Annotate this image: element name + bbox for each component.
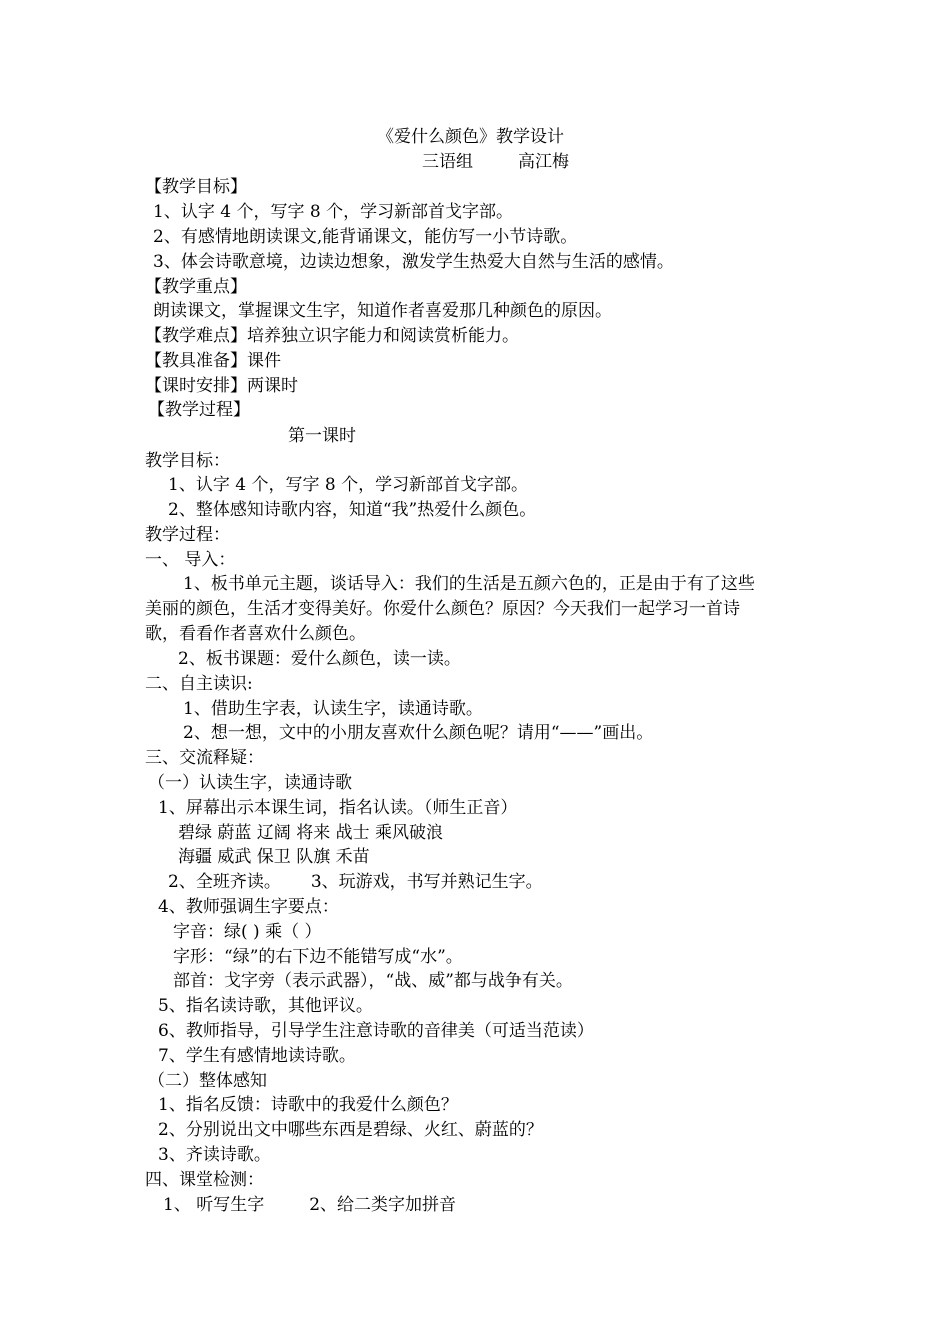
- vocab-row: 碧绿 蔚蓝 辽阔 将来 战士 乘风破浪: [178, 823, 444, 843]
- key-points-heading: 【教学重点】: [145, 277, 247, 297]
- point-shape: 字形：“绿”的右下边不能错写成“水”。: [173, 947, 463, 967]
- point-radical: 部首：戈字旁（表示武器），“战、威”都与战争有关。: [173, 971, 573, 991]
- point-sound: 字音：绿( ) 乘（ ）: [173, 922, 322, 942]
- subsection-title: （一）认读生字，读通诗歌: [148, 773, 352, 793]
- tools-line: 【教具准备】课件: [145, 351, 281, 371]
- schedule-line: 【课时安排】两课时: [145, 376, 298, 396]
- process-heading: 【教学过程】: [148, 400, 250, 420]
- author-line: [422, 150, 569, 174]
- perception-item: 3、齐读诗歌。: [158, 1145, 271, 1165]
- document-title: 《爱什么颜色》教学设计: [377, 127, 564, 147]
- test-item: 1、 听写生字: [163, 1195, 265, 1215]
- author-name: 高江梅: [518, 152, 569, 172]
- selfread-item: 2、想一想，文中的小朋友喜欢什么颜色呢？请用“——”画出。: [183, 723, 654, 743]
- selfread-item: 1、借助生字表，认读生字，读通诗歌。: [183, 699, 483, 719]
- goal-item: 2、整体感知诗歌内容，知道“我”热爱什么颜色。: [168, 500, 537, 520]
- difficulty-line: 【教学难点】培养独立识字能力和阅读赏析能力。: [145, 326, 519, 346]
- perception-item: 1、指名反馈：诗歌中的我爱什么颜色？: [158, 1095, 458, 1115]
- objective-item: 1、认字 4 个，写字 8 个，学习新部首戈字部。: [153, 202, 514, 222]
- exchange-item: 3、玩游戏，书写并熟记生字。: [310, 872, 543, 892]
- subsection-title: （二）整体感知: [148, 1071, 267, 1091]
- intro-item: 2、板书课题：爱什么颜色，读一读。: [178, 649, 461, 669]
- vocab-row: 海疆 威武 保卫 队旗 禾苗: [178, 847, 370, 867]
- perception-item: 2、分别说出文中哪些东西是碧绿、火红、蔚蓝的？: [158, 1120, 543, 1140]
- intro-paragraph-line: 歌，看看作者喜欢什么颜色。: [145, 624, 366, 644]
- test-items-row: [163, 1193, 456, 1217]
- intro-paragraph-line: 美丽的颜色，生活才变得美好。你爱什么颜色？原因？今天我们一起学习一首诗: [145, 599, 740, 619]
- test-item: 2、给二类字加拼音: [309, 1195, 457, 1215]
- objective-item: 3、体会诗歌意境，边读边想象，激发学生热爱大自然与生活的感情。: [153, 252, 674, 272]
- exchange-item: 2、全班齐读。: [168, 872, 281, 892]
- section-intro-title: 一、 导入：: [145, 550, 236, 570]
- exchange-item: 5、指名读诗歌，其他评议。: [158, 996, 373, 1016]
- exchange-item-row: [168, 870, 543, 894]
- exchange-item: 4、教师强调生字要点：: [158, 897, 339, 917]
- section-test-title: 四、课堂检测：: [145, 1170, 264, 1190]
- lesson-title: 第一课时: [288, 426, 356, 446]
- exchange-item: 1、屏幕出示本课生词，指名认读。（师生正音）: [158, 798, 518, 818]
- process-label: 教学过程：: [145, 525, 230, 545]
- section-selfread-title: 二、自主读识:: [145, 674, 253, 694]
- objective-item: 2、有感情地朗读课文,能背诵课文，能仿写一小节诗歌。: [153, 227, 578, 247]
- exchange-item: 6、教师指导，引导学生注意诗歌的音律美（可适当范读）: [158, 1021, 594, 1041]
- exchange-item: 7、学生有感情地读诗歌。: [158, 1046, 356, 1066]
- goal-item: 1、认字 4 个，写字 8 个，学习新部首戈字部。: [168, 475, 529, 495]
- section-exchange-title: 三、交流释疑：: [145, 748, 264, 768]
- key-points-text: 朗读课文，掌握课文生字，知道作者喜爱那几种颜色的原因。: [153, 301, 612, 321]
- intro-paragraph-line: 1、板书单元主题，谈话导入：我们的生活是五颜六色的，正是由于有了这些: [183, 574, 755, 594]
- objectives-heading: 【教学目标】: [145, 177, 247, 197]
- goals-heading: 教学目标：: [145, 451, 230, 471]
- group-name: 三语组: [422, 152, 473, 172]
